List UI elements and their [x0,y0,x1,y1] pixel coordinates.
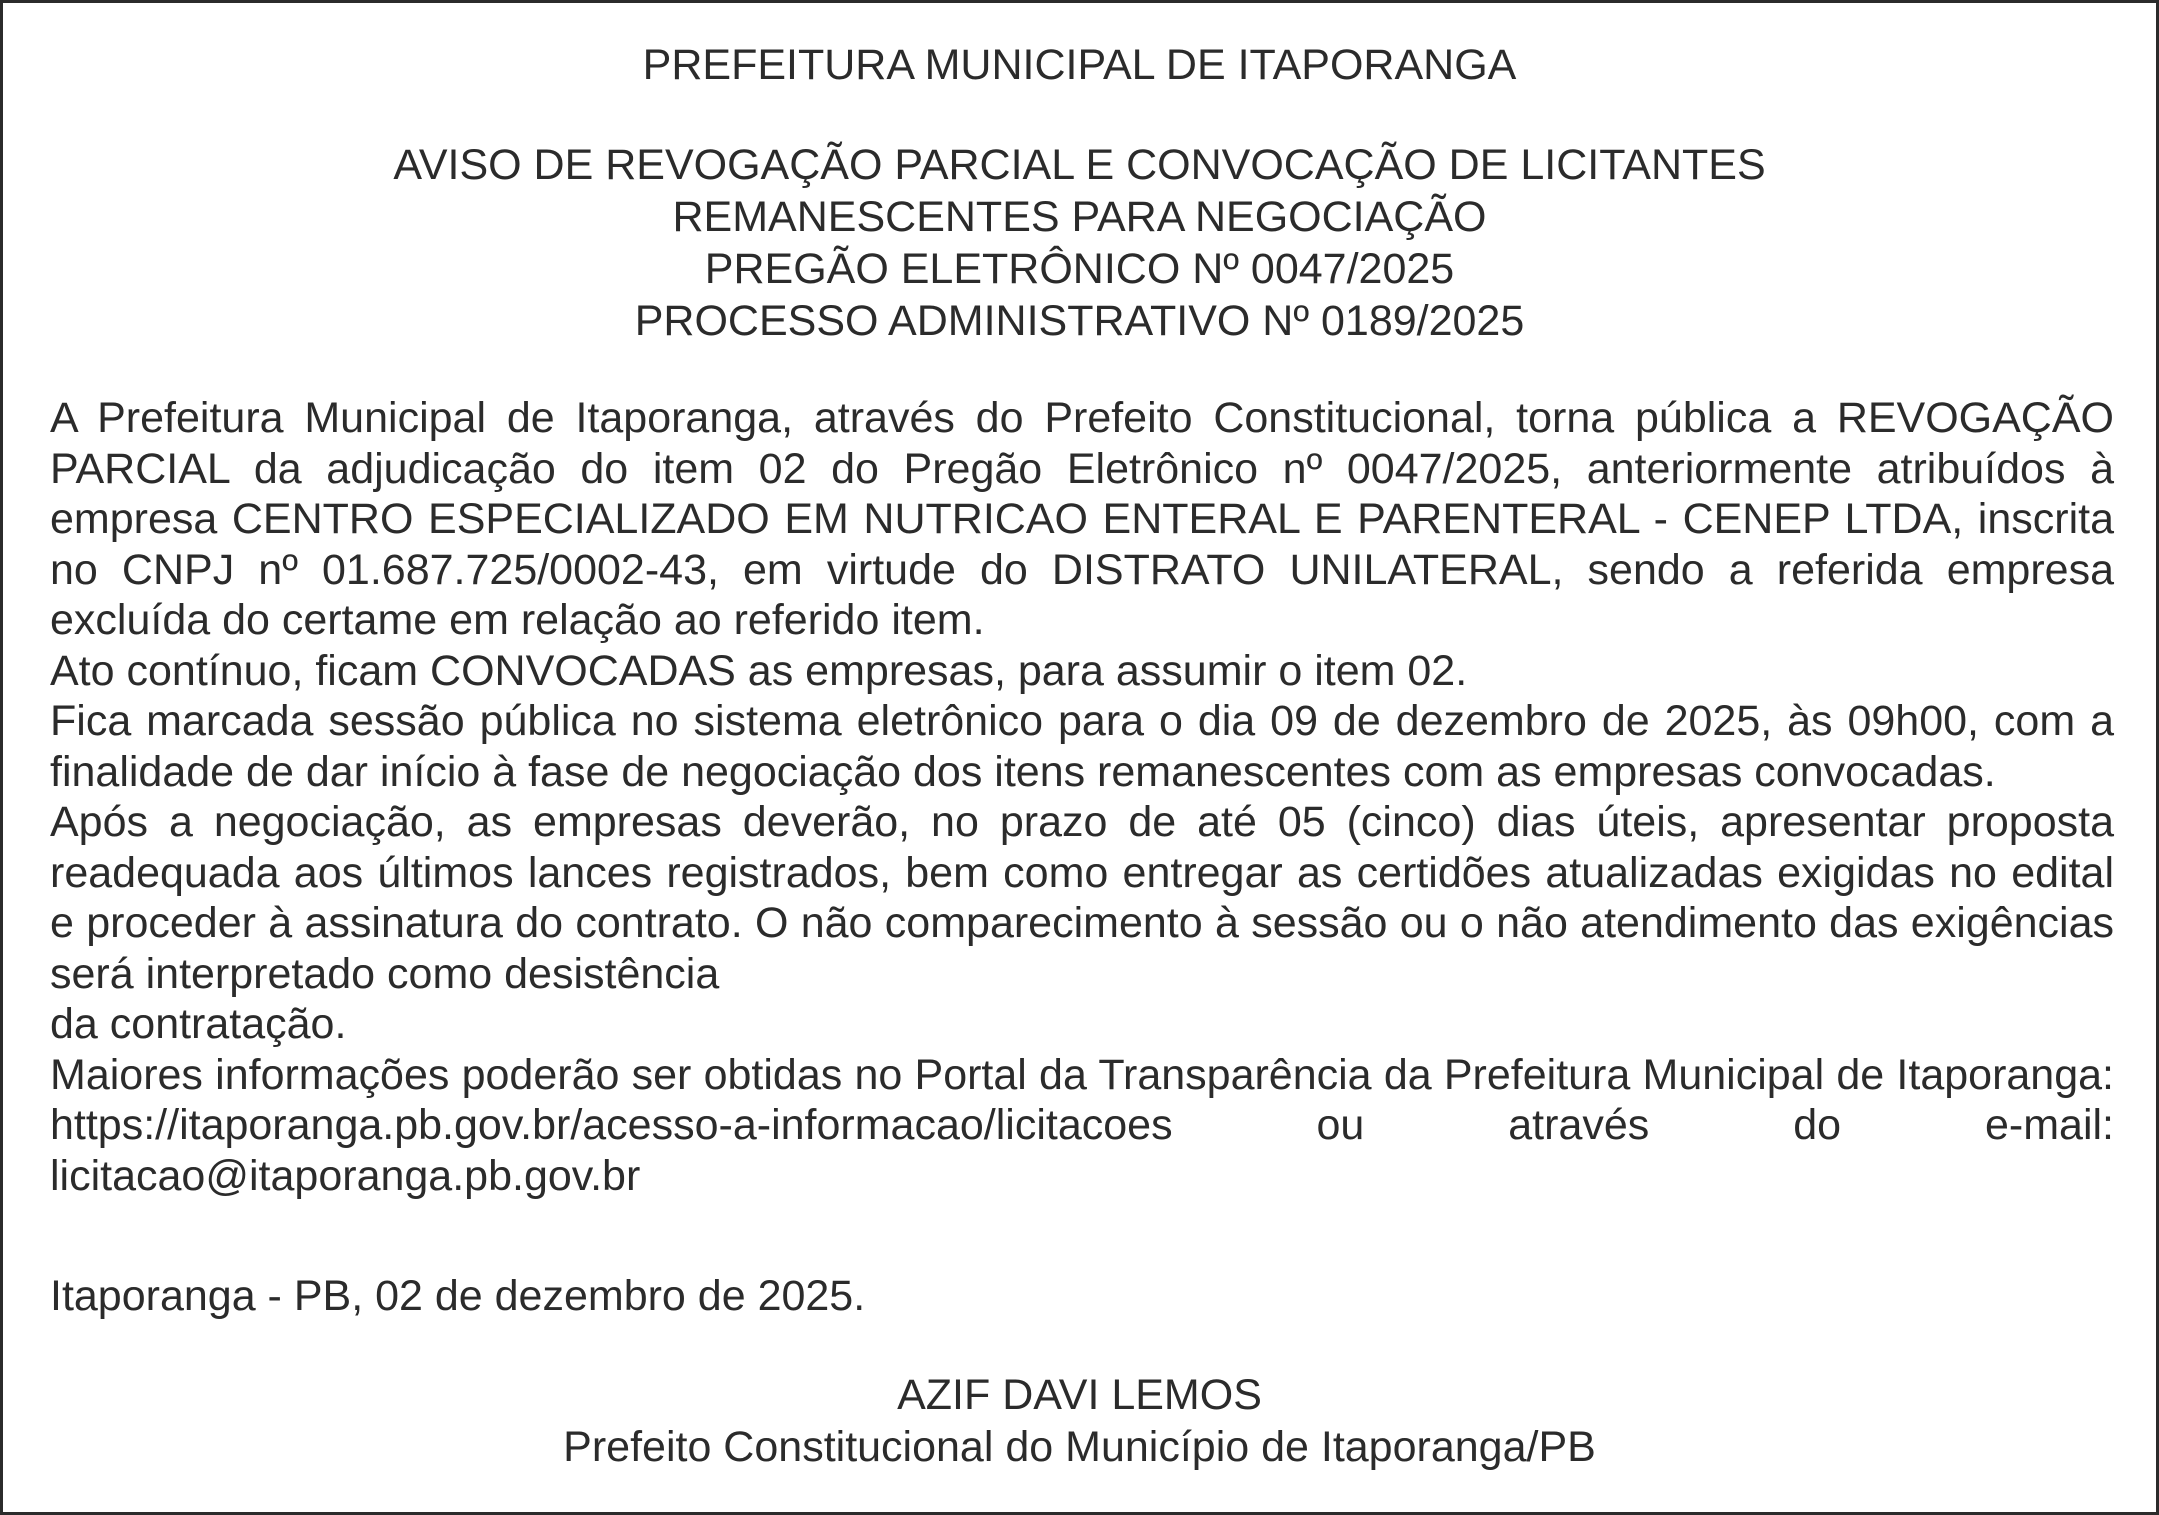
paragraph-session: Fica marcada sessão pública no sistema eletrônico para o dia 09 de dezembro de 2025, às 09h00, com a finalidade de dar início à fase de negociação dos itens remanescentes com as empresas convocadas. [50,697,2114,796]
notice-title-line-3: PREGÃO ELETRÔNICO Nº 0047/2025 [704,245,1455,293]
notice-title-line-4: PROCESSO ADMINISTRATIVO Nº 0189/2025 [634,297,1525,345]
paragraph-requirements-tail: da contratação. [50,1000,347,1048]
notice-title-block [3,139,2156,347]
signature-block [3,1369,2156,1473]
signatory-name: AZIF DAVI LEMOS [897,1371,1262,1419]
paragraph-requirements: Após a negociação, as empresas deverão, no prazo de até 05 (cinco) dias úteis, apresentar proposta readequada aos últimos lances registrados, bem como entregar as certidões atualizadas exigidas no edital e proceder à assinatura do contrato. O não comparecimento à sessão ou o não atendimento das exigências será interpretado como desistência [50,798,2114,998]
place-date: Itaporanga - PB, 02 de dezembro de 2025. [50,1272,866,1320]
paragraph-convocation: Ato contínuo, ficam CONVOCADAS as empresas, para assumir o item 02. [50,646,1468,695]
paragraph-revocation: A Prefeitura Municipal de Itaporanga, através do Prefeito Constitucional, torna pública a REVOGAÇÃO PARCIAL da adjudicação do item 02 do Pregão Eletrônico nº 0047/2025, anteriormente atribuídos à empresa CENTRO ESPECIALIZADO EM NUTRICAO ENTERAL E PARENTERAL - CENEP LTDA, inscrita no CNPJ nº 01.687.725/0002-43, em virtude do DISTRATO UNILATERAL, sendo a referida empresa excluída do certame em relação ao referido item. [50,394,2114,644]
notice-body [50,393,2114,1201]
organization-heading: PREFEITURA MUNICIPAL DE ITAPORANGA [642,41,1517,89]
signatory-role: Prefeito Constitucional do Município de Itaporanga/PB [563,1423,1596,1471]
notice-title-line-2: REMANESCENTES PARA NEGOCIAÇÃO [672,193,1487,241]
paragraph-information: Maiores informações poderão ser obtidas no Portal da Transparência da Prefeitura Municipal de Itaporanga: https://itaporanga.pb.gov.br/acesso-a-informacao/licitacoes ou através do e-mail: licitacao@itaporanga.pb.gov.br [50,1050,2114,1200]
notice-title-line-1: AVISO DE REVOGAÇÃO PARCIAL E CONVOCAÇÃO DE LICITANTES [393,141,1766,189]
